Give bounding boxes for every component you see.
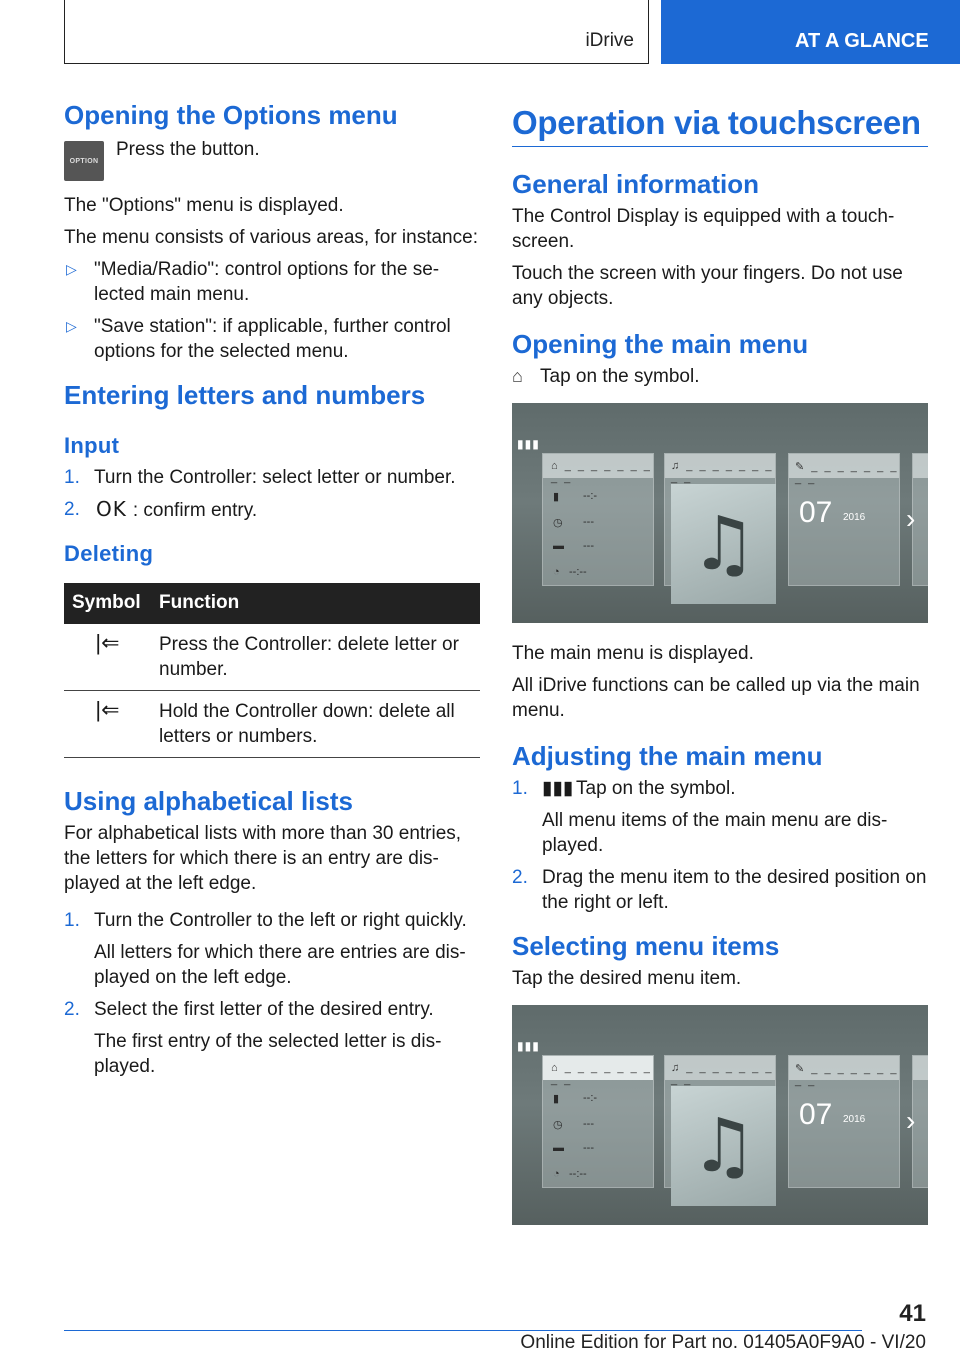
main-menu-screenshot: [512, 403, 928, 623]
table-row: |⇐ Press the Controller: delete letter or number.: [64, 624, 480, 691]
home-icon: ⌂: [512, 366, 523, 386]
tile-media: ♫ _ _ _ _ _ _ _ _ _ ♫: [664, 1055, 776, 1188]
options-paragraph-1: The "Options" menu is displayed.: [64, 195, 344, 216]
delete-function-table: [64, 583, 480, 758]
table-head-function: Function: [151, 583, 480, 624]
alpha-heading: Using alphabetical lists: [64, 786, 353, 816]
input-heading: Input: [64, 433, 120, 458]
select-paragraph: Tap the desired menu item.: [512, 968, 742, 989]
tile-car: ⌂ _ _ _ _ _ _ _ _ _ ▮ --:- ◷ --- ▬ --- ◔ --:--: [542, 453, 654, 586]
select-menu-screenshot: [512, 1005, 928, 1225]
open-main-heading: Opening the main menu: [512, 329, 809, 359]
list-item: 1. ▮▮▮ Tap on the symbol. All menu items of the main menu are dis-played.: [512, 778, 888, 856]
main-menu-icon: ▮▮▮: [542, 778, 574, 799]
list-item: 1. Turn the Controller: select letter or number.: [64, 467, 456, 488]
tile-calendar: ✎ _ _ _ _ _ _ _ _ _ 07 2016: [788, 453, 900, 586]
alpha-paragraph: For alphabetical lists with more than 30 entries, the letters for which there is an entry are dis-played at the left edge.: [64, 823, 462, 894]
tile-car: ⌂ _ _ _ _ _ _ _ _ _ ▮ --:- ◷ --- ▬ --- ◔ --:--: [542, 1055, 654, 1188]
left-column: [64, 100, 482, 1091]
options-paragraph-2: The menu consists of various areas, for instance:: [64, 227, 478, 248]
after-image-paragraph-2: All iDrive functions can be called up via the main menu.: [512, 675, 920, 721]
tile-media: ♫ _ _ _ _ _ _ _ _ _ ♫: [664, 453, 776, 586]
main-menu-icon: ▮▮▮: [517, 437, 540, 451]
alpha-steps: [64, 908, 482, 1079]
options-press-text: Press the button.: [116, 139, 260, 160]
options-button-line: [64, 141, 482, 181]
list-item: 2. Drag the menu item to the desired position on the right or left.: [512, 867, 927, 913]
after-image-paragraph-1: The main menu is displayed.: [512, 643, 754, 664]
chapter-tab-label: AT A GLANCE: [795, 30, 929, 52]
general-paragraph-2: Touch the screen with your fingers. Do not use any objects.: [512, 263, 903, 309]
table-head-symbol: Symbol: [64, 583, 151, 624]
right-column: [512, 100, 928, 1243]
footer-edition: Online Edition for Part no. 01405A0F9A0 - VI/20: [520, 1332, 926, 1353]
ok-icon: OK: [96, 497, 127, 521]
chapter-tab: [661, 0, 960, 64]
main-title-block: [512, 104, 928, 147]
main-menu-icon: ▮▮▮: [517, 1039, 540, 1053]
options-bullet-list: [64, 257, 482, 364]
general-heading: General information: [512, 169, 760, 199]
page-number: 41: [899, 1300, 926, 1327]
music-note-icon: ♫: [671, 484, 776, 604]
delete-icon: |⇐: [64, 624, 151, 691]
entering-heading: Entering letters and numbers: [64, 380, 426, 410]
tile-calendar: ✎ _ _ _ _ _ _ _ _ _ 07 2016: [788, 1055, 900, 1188]
input-steps: [64, 465, 482, 523]
chevron-right-icon: ›: [906, 503, 916, 534]
delete-all-icon: |⇐: [64, 691, 151, 758]
page-title: Operation via touchscreen: [512, 104, 921, 141]
table-row: |⇐ Hold the Controller down: delete all letters or numbers.: [64, 691, 480, 758]
deleting-heading: Deleting: [64, 541, 154, 566]
list-item: ▷ "Save station": if applicable, further control options for the selected menu.: [64, 314, 482, 364]
open-main-tap: ⌂ Tap on the symbol.: [512, 366, 700, 387]
list-item: 2. Select the first letter of the desired entry. The first entry of the selected letter is dis-played.: [64, 999, 442, 1077]
general-paragraph-1: The Control Display is equipped with a touch-screen.: [512, 206, 895, 252]
select-heading: Selecting menu items: [512, 931, 780, 961]
list-item: ▷ "Media/Radio": control options for the se-lected main menu.: [64, 257, 482, 307]
list-item: 2. OK : confirm entry.: [64, 497, 258, 521]
chevron-right-icon: ›: [906, 1105, 916, 1136]
adjust-steps: [512, 776, 928, 915]
music-note-icon: ♫: [671, 1086, 776, 1206]
section-name: iDrive: [585, 30, 634, 51]
options-heading: Opening the Options menu: [64, 100, 398, 130]
option-button-icon: OPTION: [64, 141, 104, 181]
list-item: 1. Turn the Controller to the left or right quickly. All letters for which there are entries are dis-played on the left edge.: [64, 910, 467, 988]
footer-rule: [64, 1330, 862, 1331]
header-frame: [64, 0, 649, 64]
adjust-heading: Adjusting the main menu: [512, 741, 823, 771]
